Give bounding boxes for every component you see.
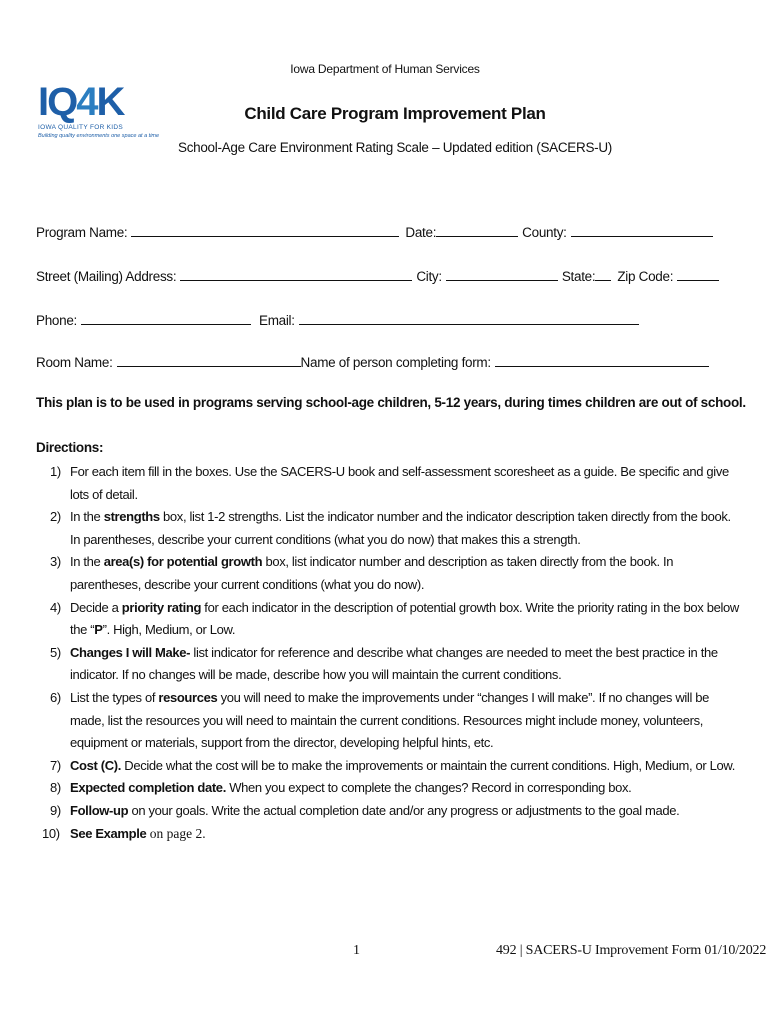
agency-name: Iowa Department of Human Services: [290, 62, 480, 76]
person-completing-blank[interactable]: [495, 352, 709, 367]
field-row-program: [36, 222, 713, 240]
person-completing-label: Name of person completing form:: [300, 355, 491, 370]
direction-keyword: strengths: [103, 509, 160, 525]
direction-keyword: Follow-up: [70, 802, 129, 818]
zip-label: Zip Code:: [617, 269, 674, 284]
logo-subtext: IOWA QUALITY FOR KIDS: [38, 124, 124, 131]
direction-item: [36, 642, 740, 687]
direction-number: 5): [50, 644, 61, 660]
directions-heading: Directions:: [36, 440, 104, 455]
page-subtitle: School-Age Care Environment Rating Scale – Updated edition (SACERS-U): [177, 140, 613, 155]
direction-text: For each item fill in the boxes. Use the SACERS-U book and self-assessment scoresheet as a guide. Be specific and give lots of detail.: [70, 464, 729, 502]
field-row-address: [36, 266, 719, 284]
direction-text: In the: [70, 509, 104, 525]
direction-keyword: priority rating: [121, 599, 202, 615]
direction-number: 4): [50, 599, 61, 615]
form-identifier: 492 | SACERS-U Improvement Form 01/10/2022: [496, 943, 767, 958]
program-name-label: Program Name:: [36, 225, 128, 240]
state-blank[interactable]: [595, 266, 611, 281]
email-label: Email:: [259, 313, 295, 328]
date-label: Date:: [405, 225, 437, 240]
direction-item: [36, 461, 740, 506]
county-blank[interactable]: [571, 222, 713, 237]
city-blank[interactable]: [446, 266, 558, 281]
direction-item: [36, 777, 740, 800]
field-row-contact: [36, 310, 639, 328]
direction-text: Decide a: [70, 599, 122, 615]
street-blank[interactable]: [180, 266, 412, 281]
direction-text: box, list indicator number and description as taken directly from the book. In parentheses, describe your current conditions (what you do now).: [70, 554, 674, 592]
direction-item: [36, 506, 740, 551]
direction-item: [36, 800, 740, 823]
direction-number: 1): [50, 464, 61, 479]
phone-blank[interactable]: [81, 310, 251, 325]
logo-mark-four: 4: [76, 80, 97, 124]
direction-number: 10): [42, 825, 60, 841]
direction-text: on your goals. Write the actual completion date and/or any progress or adjustments to the goal made.: [128, 802, 680, 818]
direction-text: List the types of: [70, 689, 159, 705]
phone-label: Phone:: [36, 313, 77, 328]
logo-mark-k: K: [96, 80, 124, 124]
room-name-blank[interactable]: [117, 352, 301, 367]
zip-blank[interactable]: [677, 266, 719, 281]
street-label: Street (Mailing) Address:: [36, 269, 177, 284]
room-name-label: Room Name:: [36, 355, 113, 370]
logo-tagline: Building quality environments one space at a time: [38, 133, 160, 139]
direction-number: 2): [50, 509, 61, 525]
direction-keyword: area(s) for potential growth: [103, 554, 263, 570]
direction-number: 9): [50, 802, 61, 818]
direction-text: In the: [70, 554, 104, 570]
direction-keyword: resources: [158, 689, 218, 705]
direction-item: [36, 687, 740, 755]
usage-notice: This plan is to be used in programs serving school-age children, 5-12 years, during times children are out of school.: [36, 395, 746, 410]
direction-keyword: Changes I will Make-: [70, 644, 191, 660]
direction-number: 7): [50, 757, 61, 773]
logo-mark-iq: IQ: [38, 80, 77, 124]
direction-item: [36, 755, 740, 778]
direction-number: 6): [50, 689, 61, 705]
direction-keyword: Expected completion date.: [70, 780, 226, 796]
direction-text: When you expect to complete the changes? Record in corresponding box.: [225, 780, 632, 796]
direction-text: list indicator for reference and describe what changes are needed to meet the best practice in the indicator. If no changes will be made, describe how you will maintain the current conditions.: [70, 644, 718, 683]
page-title: Child Care Program Improvement Plan: [244, 104, 546, 123]
field-row-room: [36, 352, 709, 370]
direction-keyword: See Example: [70, 825, 147, 841]
direction-text: for each indicator in the description of potential growth box. Write the priority rating in the box below the “: [70, 599, 739, 638]
state-label: State:: [561, 269, 596, 284]
direction-text: Decide what the cost will be to make the improvements or maintain the current conditions. High, Medium, or Low.: [121, 757, 736, 773]
directions-list: [36, 461, 740, 845]
direction-text: you will need to make the improvements under “changes I will make”. If no changes will be made, list the resources you will need to maintain the current conditions. Resources might include money, volunteers, equipment or materials, support from the director, developing helpful hints, etc.: [70, 689, 710, 751]
direction-item: [36, 823, 740, 846]
program-name-blank[interactable]: [131, 222, 399, 237]
page-number: 1: [353, 943, 360, 958]
direction-number: 8): [50, 780, 61, 796]
city-label: City:: [416, 269, 442, 284]
direction-text: on page 2.: [146, 825, 206, 841]
direction-item: [36, 551, 740, 596]
direction-number: 3): [50, 554, 61, 570]
direction-keyword: P: [94, 622, 103, 638]
direction-text: box, list 1-2 strengths. List the indicator number and the indicator description taken directly from the book. In parentheses, describe your current conditions (what you do now) that makes this a strength.: [70, 509, 731, 547]
email-blank[interactable]: [299, 310, 639, 325]
direction-item: [36, 597, 740, 642]
date-blank[interactable]: [436, 222, 518, 237]
direction-keyword: Cost (C).: [70, 757, 122, 773]
county-label: County:: [522, 225, 567, 240]
direction-text: ”. High, Medium, or Low.: [102, 622, 236, 638]
